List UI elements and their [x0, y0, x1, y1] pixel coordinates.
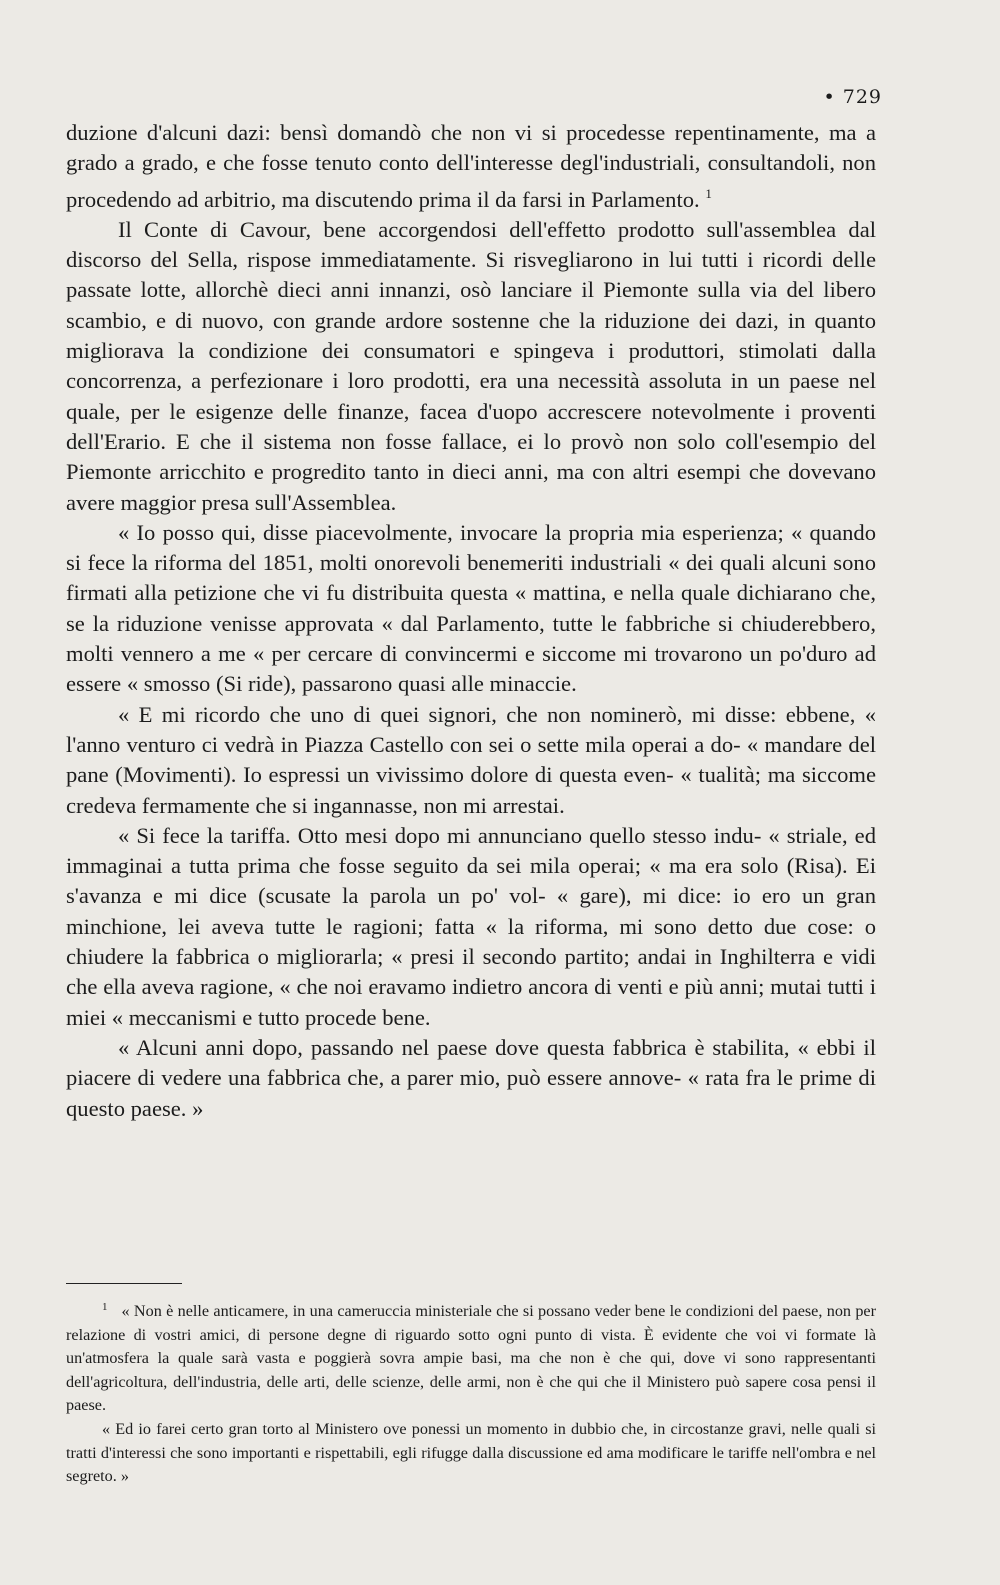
footnotes	[66, 1296, 876, 1489]
quoted-paragraph: « Alcuni anni dopo, passando nel paese dove questa fabbrica è stabilita, « ebbi il piacere di vedere una fabbrica che, a parer mio, può essere annove- « rata fra le prime di questo paese. »	[66, 1034, 876, 1121]
footnote-divider	[66, 1283, 182, 1284]
paragraph: duzione d'alcuni dazi: bensì domandò che non vi si procedesse repentinamente, ma a grado a grado, e che fosse tenuto conto dell'interesse degl'industriali, consultandoli, non procedendo ad arbitrio, ma discutendo prima il da farsi in Parlamento. $^1$	[66, 120, 876, 212]
footnote-continuation: « Ed io farei certo gran torto al Ministero ove ponessi un momento in dubbio che, in circostanze gravi, nelle quali si tratti d'interessi che sono importanti e rispettabili, egli rifugge dalla discussione ed ama modificare le tariffe nell'ombra e nel segreto. »	[66, 1419, 876, 1486]
footnote-reference: 1	[705, 185, 712, 201]
quoted-paragraph: « E mi ricordo che uno di quei signori, che non nominerò, mi disse: ebbene, « l'anno venturo ci vedrà in Piazza Castello con sei o sette mila operai a do- « mandare del pane (Movimenti). Io espressi un vivissimo dolore di questa even- « tualità; ma siccome credeva fermamente che si ingannasse, non mi arrestai.	[66, 701, 876, 818]
quoted-paragraph: « Io posso qui, disse piacevolmente, invocare la propria mia esperienza; « quando si fece la riforma del 1851, molti onorevoli benemeriti industriali « dei quali alcuni sono firmati alla petizione che vi fu distribuita questa « mattina, e nella quale dichiarano che, se la riduzione venisse approvata « dal Parlamento, tutte le fabbriche si chiuderebbero, molti vennero a me « per cercare di convincermi e siccome mi trovarono un po'duro ad essere « smosso (Si ride), passarono quasi alle minaccie.	[66, 519, 876, 697]
page-number: • 729	[823, 86, 882, 108]
quoted-paragraph: « Si fece la tariffa. Otto mesi dopo mi annunciano quello stesso indu- « striale, ed immaginai a tutta prima che fosse seguito da sei mila operai; « ma era solo (Risa). Ei s'avanza e mi dice (scusate la parola un po' vol- « gare), mi dice: io ero un gran minchione, lei aveva tutte le ragioni; fatta « la riforma, mi sono detto due cose: o chiudere la fabbrica o migliorarla; « presi il secondo partito; andai in Inghilterra e vidi che ella aveva ragione, « che noi eravamo indietro ancora di venti e più anni; mutai tutti i miei « meccanismi e tutto procede bene.	[66, 822, 876, 1030]
paragraph: Il Conte di Cavour, bene accorgendosi dell'effetto prodotto sull'assemblea dal discorso del Sella, rispose immediatamente. Si risvegliarono in lui tutti i ricordi delle passate lotte, allorchè dieci anni innanzi, osò lanciare il Piemonte sulla via del libero scambio, e di nuovo, con grande ardore sostenne che la riduzione dei dazi, in quanto migliorava la condizione dei consumatori e spingeva i produttori, stimolati dalla concorrenza, a perfezionare i loro prodotti, era una necessità assoluta in un paese nel quale, per le esigenze delle finanze, facea d'uopo accrescere notevolmente i proventi dell'Erario. E che il sistema non fosse fallace, ei lo provò non solo coll'esempio del Piemonte arricchito e progredito tanto in dieci anni, ma con altri esempi che dovevano avere maggior presa sull'Assemblea.	[66, 216, 876, 515]
footnote: $^1$ « Non è nelle anticamere, in una cameruccia ministeriale che si possano veder bene le condizioni del paese, non per relazione di vostri amici, di persone degne di riguardo sotto ogni punto di vista. È evidente che voi vi formate là un'atmosfera la quale sarà vasta e poggierà sovra ampie basi, ma che non è che qui, dove vi sono rappresentanti dell'agricoltura, dell'industria, delle arti, delle scienze, delle armi, non è che qui che il Ministero può sapere cosa pensi il paese.	[66, 1301, 876, 1415]
main-text	[66, 118, 876, 1124]
footnote-marker: 1	[102, 1301, 108, 1313]
